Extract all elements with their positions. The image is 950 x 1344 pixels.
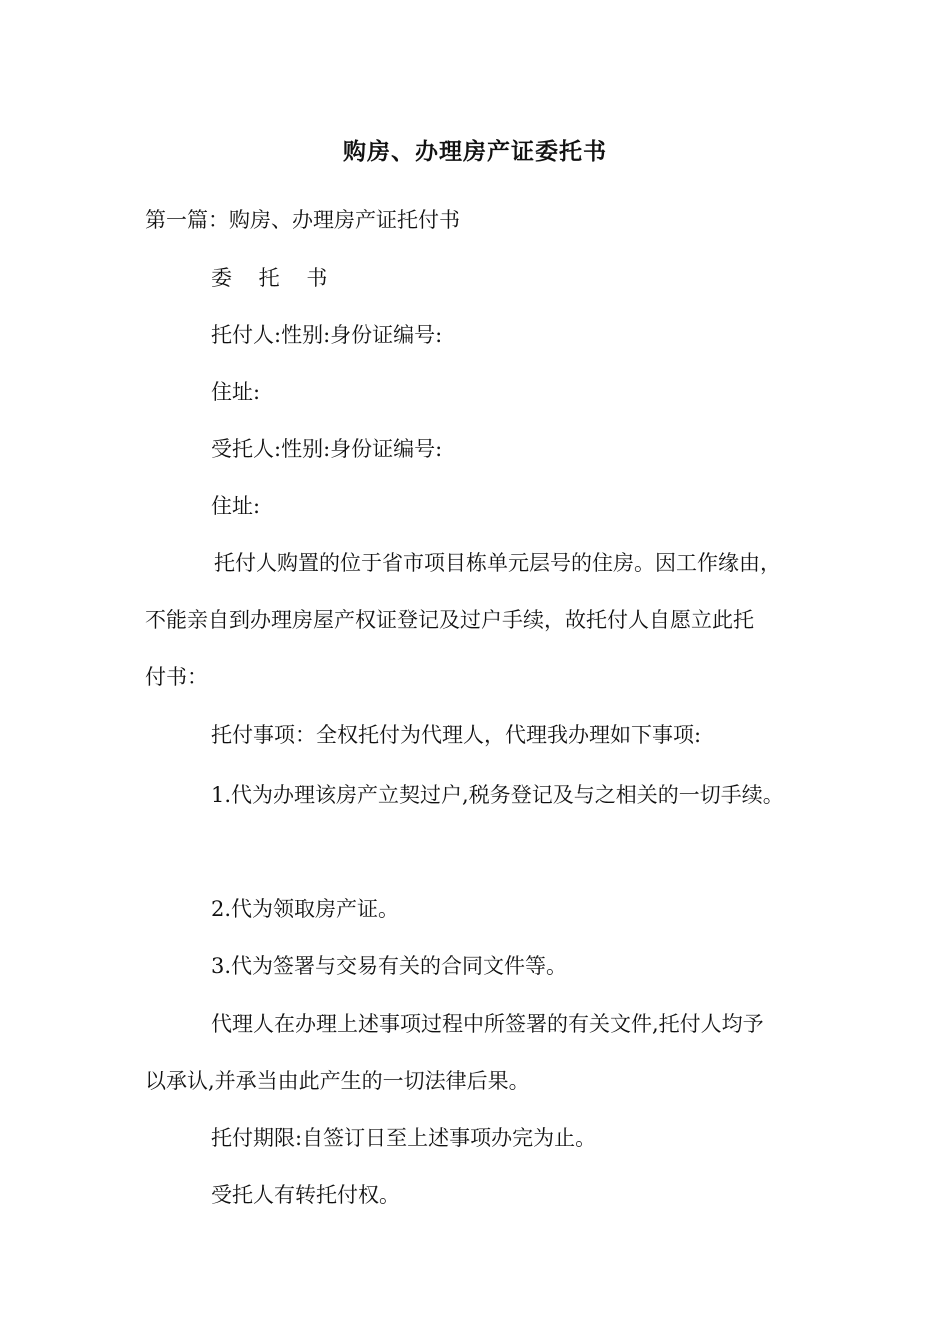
list-item: 1.代为办理该房产立契过户,税务登记及与之相关的一切手续。 (211, 783, 784, 807)
sub-delegation-line: 受托人有转托付权。 (211, 1183, 400, 1207)
intro-paragraph-line: 付书： (145, 665, 208, 689)
acknowledge-paragraph-line: 以承认,并承当由此产生的一切法律后果。 (145, 1069, 530, 1093)
list-item: 2.代为领取房产证。 (211, 897, 400, 921)
intro-paragraph-line: 托付人购置的位于省市项目栋单元层号的住房。因工作缘由， (214, 551, 781, 575)
agent-address: 住址: (211, 494, 261, 518)
term-line: 托付期限:自签订日至上述事项办完为止。 (211, 1126, 597, 1150)
agent-line: 受托人:性别:身份证编号: (211, 437, 443, 461)
matters-heading: 托付事项：全权托付为代理人，代理我办理如下事项: (211, 723, 702, 747)
intro-paragraph-line: 不能亲自到办理房屋产权证登记及过户手续，故托付人自愿立此托 (145, 608, 754, 632)
principal-line: 托付人:性别:身份证编号: (211, 323, 443, 347)
document-title: 购房、办理房产证委托书 (343, 138, 607, 165)
list-item: 3.代为签署与交易有关的合同文件等。 (211, 954, 568, 978)
acknowledge-paragraph-line: 代理人在办理上述事项过程中所签署的有关文件,托付人均予 (211, 1012, 764, 1036)
section-heading: 第一篇：购房、办理房产证托付书 (145, 208, 460, 232)
doc-label: 委 托 书 (211, 266, 338, 290)
principal-address: 住址: (211, 380, 261, 404)
